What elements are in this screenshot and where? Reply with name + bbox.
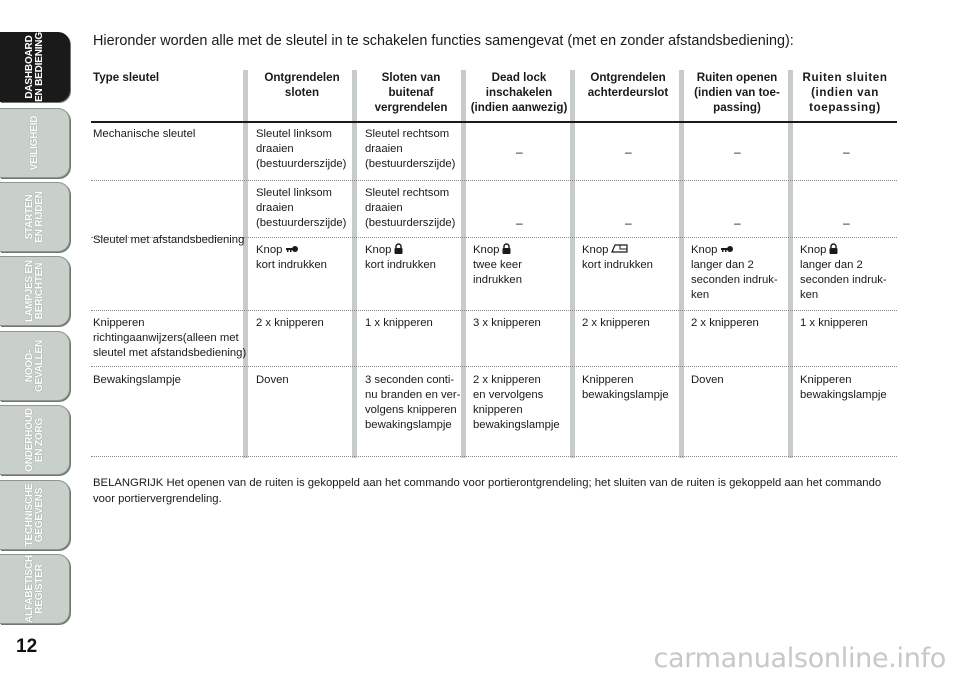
tab-label: TECHNISCHE GEGEVENS xyxy=(23,483,45,547)
header-lock: Sloten van buitenaf vergrendelen xyxy=(374,71,448,114)
row-blink-windows-close: 1 x knipperen xyxy=(800,317,868,329)
instruction: langer dan 2 seconden indruk- ken xyxy=(800,259,887,301)
row-mech-unlock: Sleutel linksom draaien (bestuurderszijde) xyxy=(256,128,347,170)
tab-noodgevallen[interactable] xyxy=(0,331,70,401)
instruction: kort indrukken xyxy=(365,259,436,271)
row-mech-type: Mechanische sleutel xyxy=(93,128,196,140)
header-type: Type sleutel xyxy=(93,71,160,84)
column-divider xyxy=(679,70,684,458)
tab-label: STARTEN EN RIJDEN xyxy=(23,191,45,243)
row-lamp-unlock: Doven xyxy=(256,374,289,386)
row-lamp-deadlock: 2 x knipperen en vervolgens knipperen bewakingslampje xyxy=(473,374,560,431)
tab-label: ONDERHOUD EN ZORG xyxy=(23,408,45,472)
tab-lampjes[interactable] xyxy=(0,256,70,326)
knop-label: Knop xyxy=(582,244,609,256)
row-remote-btn-windows-close xyxy=(800,243,887,303)
tab-label: VEILIGHEID xyxy=(28,115,40,171)
tab-starten[interactable] xyxy=(0,182,70,252)
column-divider xyxy=(352,70,357,458)
row-remote-trunk: – xyxy=(625,216,632,230)
tab-register[interactable] xyxy=(0,554,70,624)
watermark: carmanualsonline.info xyxy=(653,643,946,674)
lock-icon xyxy=(394,243,403,254)
row-mech-trunk: – xyxy=(625,145,632,159)
page-number: 12 xyxy=(16,636,38,657)
row-remote-btn-windows-open xyxy=(691,243,778,303)
row-remote-lock: Sleutel rechtsom draaien (bestuurderszijde) xyxy=(365,187,456,229)
tab-dashboard[interactable] xyxy=(0,32,70,102)
tab-technische[interactable] xyxy=(0,480,70,550)
column-divider xyxy=(570,70,575,458)
key-functions-table xyxy=(91,70,897,458)
header-unlock: Ontgrendelen sloten xyxy=(264,71,340,99)
knop-label: Knop xyxy=(691,244,718,256)
row-remote-btn-unlock xyxy=(256,243,327,273)
row-mech-lock: Sleutel rechtsom draaien (bestuurderszijde) xyxy=(365,128,456,170)
instruction: kort indrukken xyxy=(582,259,653,271)
tab-label: NOOD- GEVALLEN xyxy=(23,339,45,393)
row-rule xyxy=(91,366,897,367)
knop-label: Knop xyxy=(256,244,283,256)
header-windows-close: Ruiten sluiten (indien van toepassing) xyxy=(802,71,888,114)
trunk-icon xyxy=(611,243,629,254)
tab-label: DASHBOARD EN BEDIENING xyxy=(23,32,45,102)
row-remote-windows-open: – xyxy=(734,216,741,230)
column-divider xyxy=(788,70,793,458)
tab-label: ALFABETISCH REGISTER xyxy=(23,555,45,623)
row-blink-windows-open: 2 x knipperen xyxy=(691,317,759,329)
row-remote-windows-close: – xyxy=(843,216,850,230)
lock-icon xyxy=(829,243,838,254)
row-remote-unlock: Sleutel linksom draaien (bestuurderszijde) xyxy=(256,187,347,229)
row-lamp-lock: 3 seconden conti- nu branden en ver- volgens knipperen bewakingslampje xyxy=(365,374,461,431)
knop-label: Knop xyxy=(800,244,827,256)
tab-veiligheid[interactable] xyxy=(0,108,70,178)
row-blink-trunk: 2 x knipperen xyxy=(582,317,650,329)
tab-onderhoud[interactable] xyxy=(0,405,70,475)
row-mech-windows-open: – xyxy=(734,145,741,159)
unlock-key-icon xyxy=(285,244,299,254)
row-rule xyxy=(91,180,897,181)
row-remote-deadlock: – xyxy=(516,216,523,230)
row-remote-btn-trunk xyxy=(582,243,653,273)
unlock-key-icon xyxy=(720,244,734,254)
row-blink-type: Knipperen richtingaanwijzers(alleen met sleutel met afstandsbediening) xyxy=(93,317,247,359)
header-windows-open: Ruiten openen (indien van toe- passing) xyxy=(694,71,780,114)
row-remote-btn-deadlock xyxy=(473,243,522,288)
instruction: langer dan 2 seconden indruk- ken xyxy=(691,259,778,301)
row-rule xyxy=(91,456,897,457)
header-trunk: Ontgrendelen achterdeurslot xyxy=(587,71,669,99)
header-rule xyxy=(91,121,897,123)
knop-label: Knop xyxy=(365,244,392,256)
row-blink-unlock: 2 x knipperen xyxy=(256,317,324,329)
important-note: BELANGRIJK Het openen van de ruiten is gekoppeld aan het commando voor portierontgrendeling; het sluiten van de ruiten is gekoppeld aan het commando voor portiervergrendeling. xyxy=(93,477,882,505)
instruction: kort indrukken xyxy=(256,259,327,271)
header-deadlock: Dead lock inschakelen (indien aanwezig) xyxy=(470,71,568,114)
lock-icon xyxy=(502,243,511,254)
intro-text: Hieronder worden alle met de sleutel in te schakelen functies samengevat (met en zonder afstandsbediening): xyxy=(93,33,794,49)
row-remote-type: Sleutel met afstandsbediening xyxy=(93,234,245,246)
row-lamp-windows-open: Doven xyxy=(691,374,724,386)
row-remote-btn-lock xyxy=(365,243,436,273)
row-mech-deadlock: – xyxy=(516,145,523,159)
row-lamp-windows-close: Knipperen bewakingslampje xyxy=(800,374,887,401)
knop-label: Knop xyxy=(473,244,500,256)
row-rule xyxy=(91,310,897,311)
row-blink-deadlock: 3 x knipperen xyxy=(473,317,541,329)
instruction: twee keer indrukken xyxy=(473,259,522,286)
row-lamp-trunk: Knipperen bewakingslampje xyxy=(582,374,669,401)
row-lamp-type: Bewakingslampje xyxy=(93,374,181,386)
row-blink-lock: 1 x knipperen xyxy=(365,317,433,329)
tab-label: LAMPJES EN BERICHTEN xyxy=(23,260,45,322)
column-divider xyxy=(243,70,248,458)
row-mech-windows-close: – xyxy=(843,145,850,159)
column-divider xyxy=(461,70,466,458)
